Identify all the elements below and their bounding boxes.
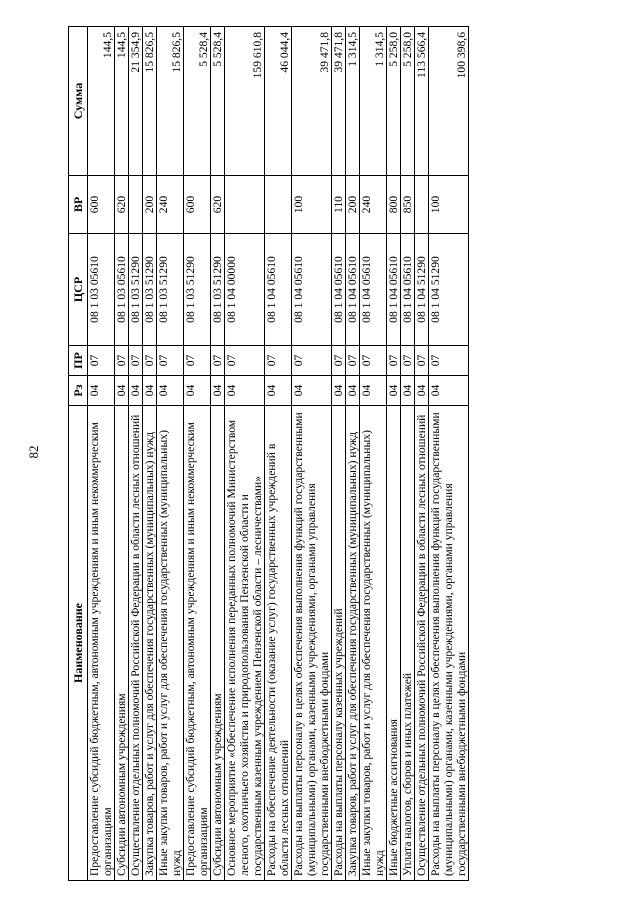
cell-vr: 620 bbox=[115, 176, 129, 234]
cell-vr: 600 bbox=[88, 176, 115, 234]
cell-csr: 08 1 04 51290 bbox=[415, 234, 429, 346]
cell-rz: 04 bbox=[346, 376, 360, 406]
cell-name: Основное мероприятие «Обеспечение исполнения переданных полномочий Министерством лесного, охотничьего хозяйства и природопользования Пензенской области и государственным казенным учреждением Пензенской области – лесничествами» bbox=[225, 406, 265, 881]
cell-pr: 07 bbox=[265, 346, 292, 376]
cell-pr: 07 bbox=[211, 346, 225, 376]
cell-vr bbox=[415, 176, 429, 234]
cell-name: Иные закупки товаров, работ и услуг для обеспечения государственных (муниципальных) нужд bbox=[360, 406, 387, 881]
cell-pr: 07 bbox=[129, 346, 143, 376]
cell-vr: 100 bbox=[292, 176, 332, 234]
cell-csr: 08 1 03 51290 bbox=[129, 234, 143, 346]
cell-sum: 21 354,9 bbox=[129, 27, 143, 176]
table-row bbox=[387, 27, 401, 881]
cell-name: Закупка товаров, работ и услуг для обеспечения государственных (муниципальных) нужд bbox=[346, 406, 360, 881]
cell-sum: 39 471,8 bbox=[332, 27, 346, 176]
cell-rz: 04 bbox=[401, 376, 415, 406]
cell-sum: 144,5 bbox=[115, 27, 129, 176]
table-row bbox=[211, 27, 225, 881]
table-row bbox=[292, 27, 332, 881]
cell-sum: 15 826,5 bbox=[157, 27, 184, 176]
cell-sum: 46 044,4 bbox=[265, 27, 292, 176]
cell-rz: 04 bbox=[157, 376, 184, 406]
cell-name: Закупка товаров, работ и услуг для обеспечения государственных (муниципальных) нужд bbox=[143, 406, 157, 881]
table-row bbox=[129, 27, 143, 881]
header-rz: Рз bbox=[69, 376, 88, 406]
cell-rz: 04 bbox=[115, 376, 129, 406]
cell-rz: 04 bbox=[129, 376, 143, 406]
cell-csr: 08 1 04 05610 bbox=[401, 234, 415, 346]
cell-pr: 07 bbox=[429, 346, 469, 376]
cell-name: Иные бюджетные ассигнования bbox=[387, 406, 401, 881]
cell-name: Осуществление отдельных полномочий Российской Федерации в области лесных отношений bbox=[415, 406, 429, 881]
cell-vr bbox=[129, 176, 143, 234]
header-csr: ЦСР bbox=[69, 234, 88, 346]
cell-rz: 04 bbox=[225, 376, 265, 406]
cell-pr: 07 bbox=[332, 346, 346, 376]
cell-csr: 08 1 04 51290 bbox=[429, 234, 469, 346]
cell-csr: 08 1 04 00000 bbox=[225, 234, 265, 346]
cell-sum: 5 258,0 bbox=[401, 27, 415, 176]
cell-sum: 159 610,8 bbox=[225, 27, 265, 176]
rotated-page-content bbox=[68, 26, 588, 881]
table-row bbox=[360, 27, 387, 881]
cell-pr: 07 bbox=[387, 346, 401, 376]
cell-sum: 5 258,0 bbox=[387, 27, 401, 176]
table-row bbox=[265, 27, 292, 881]
cell-sum: 113 566,4 bbox=[415, 27, 429, 176]
cell-name: Иные закупки товаров, работ и услуг для обеспечения государственных (муниципальных) нужд bbox=[157, 406, 184, 881]
budget-table bbox=[68, 26, 469, 881]
cell-csr: 08 1 03 51290 bbox=[211, 234, 225, 346]
cell-vr: 620 bbox=[211, 176, 225, 234]
cell-pr: 07 bbox=[415, 346, 429, 376]
cell-pr: 07 bbox=[360, 346, 387, 376]
header-sum: Сумма bbox=[69, 27, 88, 176]
cell-name: Расходы на выплаты персоналу в целях обеспечения выполнения функций государственными (муниципальными) органами, казенными учреждениями, органами управления государственными внебюджетными фондами bbox=[292, 406, 332, 881]
cell-sum: 39 471,8 bbox=[292, 27, 332, 176]
cell-vr: 110 bbox=[332, 176, 346, 234]
page-number: 82 bbox=[26, 445, 41, 459]
cell-sum: 5 528,4 bbox=[211, 27, 225, 176]
table-row bbox=[184, 27, 211, 881]
cell-name: Субсидии автономным учреждениям bbox=[211, 406, 225, 881]
cell-rz: 04 bbox=[387, 376, 401, 406]
table-row bbox=[225, 27, 265, 881]
cell-pr: 07 bbox=[184, 346, 211, 376]
cell-rz: 04 bbox=[415, 376, 429, 406]
cell-sum: 144,5 bbox=[88, 27, 115, 176]
header-name: Наименование bbox=[69, 406, 88, 881]
cell-pr: 07 bbox=[401, 346, 415, 376]
header-pr: ПР bbox=[69, 346, 88, 376]
table-row bbox=[157, 27, 184, 881]
cell-rz: 04 bbox=[88, 376, 115, 406]
table-row bbox=[401, 27, 415, 881]
cell-csr: 08 1 04 05610 bbox=[360, 234, 387, 346]
cell-csr: 08 1 04 05610 bbox=[265, 234, 292, 346]
cell-vr: 800 bbox=[387, 176, 401, 234]
table-row bbox=[415, 27, 429, 881]
cell-rz: 04 bbox=[360, 376, 387, 406]
cell-sum: 1 314,5 bbox=[346, 27, 360, 176]
header-vr: ВР bbox=[69, 176, 88, 234]
cell-rz: 04 bbox=[143, 376, 157, 406]
table-row bbox=[143, 27, 157, 881]
cell-name: Расходы на выплаты персоналу казенных учреждений bbox=[332, 406, 346, 881]
cell-rz: 04 bbox=[211, 376, 225, 406]
cell-name: Расходы на обеспечение деятельности (оказание услуг) государственных учреждений в области лесных отношений bbox=[265, 406, 292, 881]
cell-csr: 08 1 04 05610 bbox=[292, 234, 332, 346]
cell-rz: 04 bbox=[184, 376, 211, 406]
cell-pr: 07 bbox=[157, 346, 184, 376]
cell-name: Расходы на выплаты персоналу в целях обеспечения выполнения функций государственными (муниципальными) органами, казенными учреждениями, органами управления государственными внебюджетными фондами bbox=[429, 406, 469, 881]
cell-vr: 100 bbox=[429, 176, 469, 234]
cell-vr: 600 bbox=[184, 176, 211, 234]
cell-vr: 200 bbox=[346, 176, 360, 234]
cell-vr: 850 bbox=[401, 176, 415, 234]
cell-sum: 5 528,4 bbox=[184, 27, 211, 176]
cell-pr: 07 bbox=[225, 346, 265, 376]
cell-csr: 08 1 03 05610 bbox=[88, 234, 115, 346]
cell-csr: 08 1 03 51290 bbox=[184, 234, 211, 346]
cell-name: Уплата налогов, сборов и иных платежей bbox=[401, 406, 415, 881]
cell-sum: 100 398,6 bbox=[429, 27, 469, 176]
cell-rz: 04 bbox=[429, 376, 469, 406]
cell-csr: 08 1 03 05610 bbox=[115, 234, 129, 346]
cell-vr bbox=[265, 176, 292, 234]
cell-name: Предоставление субсидий бюджетным, автономным учреждениям и иным некоммерческим организациям bbox=[88, 406, 115, 881]
cell-rz: 04 bbox=[292, 376, 332, 406]
table-header-row bbox=[69, 27, 88, 881]
cell-pr: 07 bbox=[346, 346, 360, 376]
cell-name: Предоставление субсидий бюджетным, автономным учреждениям и иным некоммерческим организациям bbox=[184, 406, 211, 881]
cell-sum: 1 314,5 bbox=[360, 27, 387, 176]
cell-csr: 08 1 03 51290 bbox=[157, 234, 184, 346]
cell-pr: 07 bbox=[88, 346, 115, 376]
cell-rz: 04 bbox=[332, 376, 346, 406]
cell-csr: 08 1 03 51290 bbox=[143, 234, 157, 346]
table-row bbox=[88, 27, 115, 881]
cell-vr bbox=[225, 176, 265, 234]
table-row bbox=[346, 27, 360, 881]
cell-name: Субсидии автономным учреждениям bbox=[115, 406, 129, 881]
table-row bbox=[332, 27, 346, 881]
table-body bbox=[88, 27, 469, 881]
cell-pr: 07 bbox=[115, 346, 129, 376]
cell-csr: 08 1 04 05610 bbox=[387, 234, 401, 346]
cell-pr: 07 bbox=[292, 346, 332, 376]
cell-rz: 04 bbox=[265, 376, 292, 406]
table-row bbox=[115, 27, 129, 881]
cell-pr: 07 bbox=[143, 346, 157, 376]
cell-vr: 240 bbox=[157, 176, 184, 234]
cell-sum: 15 826,5 bbox=[143, 27, 157, 176]
cell-csr: 08 1 04 05610 bbox=[332, 234, 346, 346]
table-row bbox=[429, 27, 469, 881]
cell-vr: 240 bbox=[360, 176, 387, 234]
cell-vr: 200 bbox=[143, 176, 157, 234]
cell-csr: 08 1 04 05610 bbox=[346, 234, 360, 346]
cell-name: Осуществление отдельных полномочий Российской Федерации в области лесных отношений bbox=[129, 406, 143, 881]
